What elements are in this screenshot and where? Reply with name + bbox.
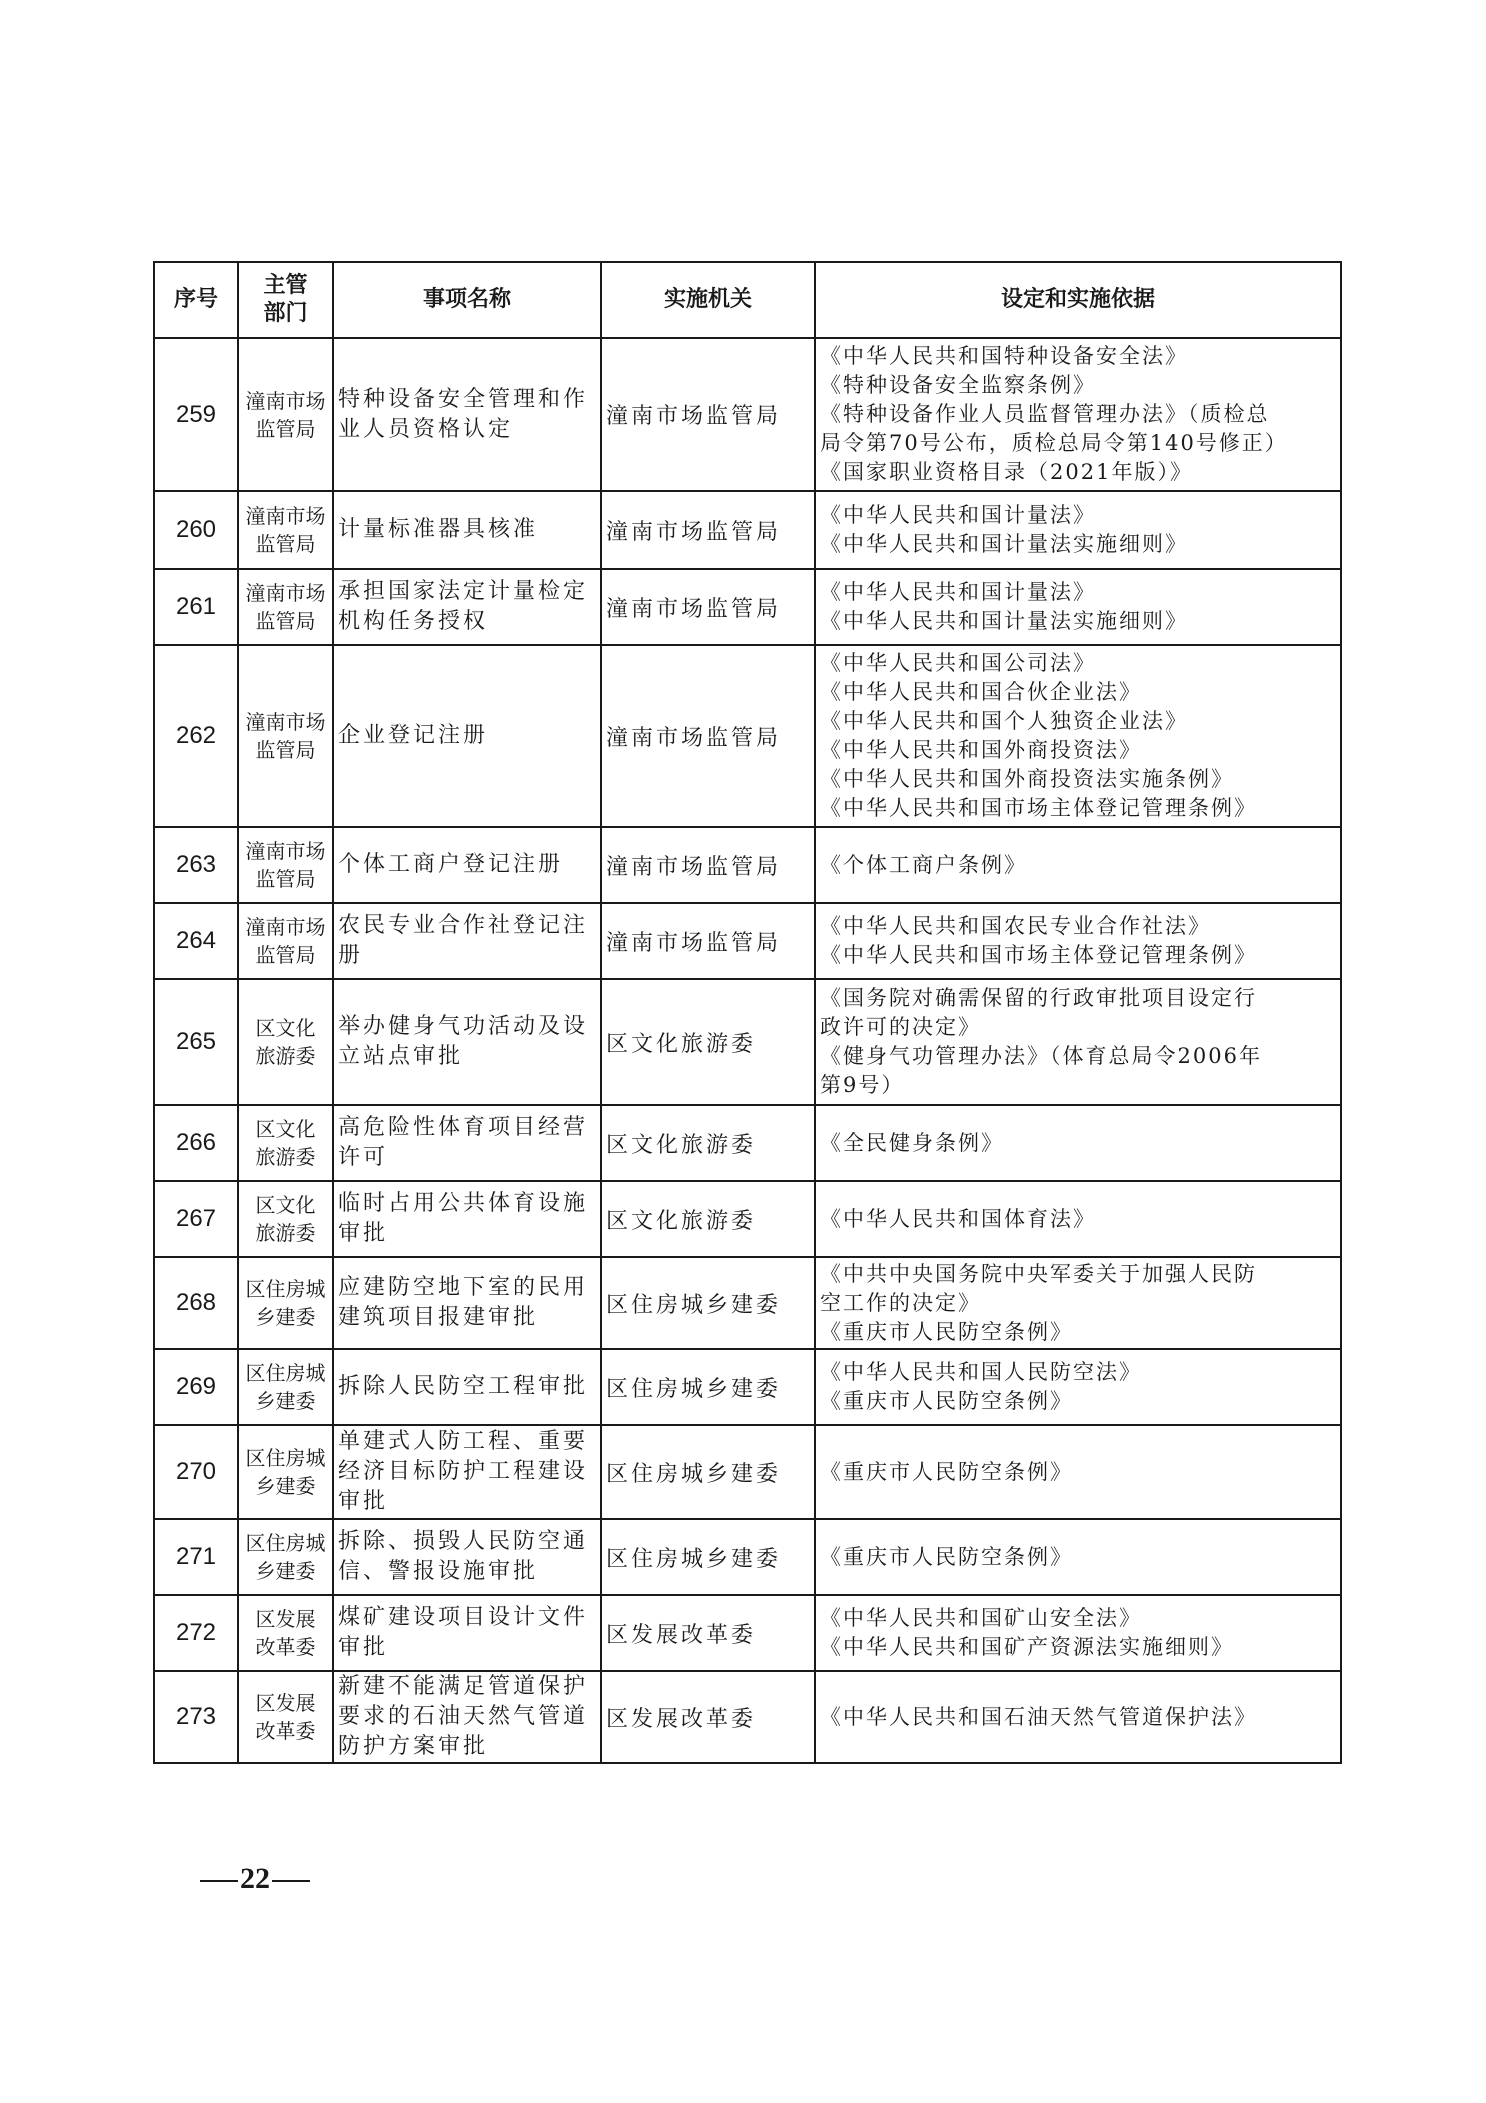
table-row xyxy=(154,1181,1341,1257)
table-row xyxy=(154,979,1341,1105)
legal-basis-line: 《国家职业资格目录（2021年版）》 xyxy=(820,460,1193,484)
implementing-agency-cell: 区住房城乡建委 xyxy=(601,1257,815,1349)
legal-basis-cell xyxy=(815,645,1341,827)
department-cell xyxy=(238,491,333,569)
table-row xyxy=(154,569,1341,645)
serial-number-cell: 272 xyxy=(154,1595,238,1671)
table-row xyxy=(154,1595,1341,1671)
serial-number-cell: 267 xyxy=(154,1181,238,1257)
serial-number-cell: 273 xyxy=(154,1671,238,1763)
table-body xyxy=(154,338,1341,1763)
header-department xyxy=(238,262,333,338)
header-department-line1: 主管 xyxy=(263,273,308,298)
legal-basis-line: 《中华人民共和国计量法实施细则》 xyxy=(820,609,1188,633)
serial-number-cell: 269 xyxy=(154,1349,238,1425)
department-cell xyxy=(238,1105,333,1181)
item-name-cell: 临时占用公共体育设施审批 xyxy=(333,1181,601,1257)
item-name-cell: 新建不能满足管道保护要求的石油天然气管道防护方案审批 xyxy=(333,1671,601,1763)
department-line: 区发展 xyxy=(255,1691,316,1715)
table-row xyxy=(154,491,1341,569)
department-line: 旅游委 xyxy=(255,1221,316,1245)
implementing-agency-cell: 区文化旅游委 xyxy=(601,979,815,1105)
department-cell xyxy=(238,569,333,645)
department-line: 区文化 xyxy=(255,1016,316,1040)
department-line: 旅游委 xyxy=(255,1145,316,1169)
serial-number-cell: 260 xyxy=(154,491,238,569)
legal-basis-line: 《中共中央国务院中央军委关于加强人民防 xyxy=(820,1261,1257,1286)
legal-basis-line: 《中华人民共和国体育法》 xyxy=(820,1206,1096,1231)
item-name-cell: 承担国家法定计量检定机构任务授权 xyxy=(333,569,601,645)
department-cell xyxy=(238,1595,333,1671)
table-row xyxy=(154,1671,1341,1763)
legal-basis-line: 《中华人民共和国矿产资源法实施细则》 xyxy=(820,1635,1234,1659)
item-name-cell: 高危险性体育项目经营许可 xyxy=(333,1105,601,1181)
table-row xyxy=(154,903,1341,979)
serial-number-cell: 266 xyxy=(154,1105,238,1181)
department-line: 改革委 xyxy=(255,1635,316,1659)
department-cell xyxy=(238,1181,333,1257)
implementing-agency-cell: 区住房城乡建委 xyxy=(601,1349,815,1425)
header-item-name: 事项名称 xyxy=(333,262,601,338)
serial-number-cell: 262 xyxy=(154,645,238,827)
legal-basis-line: 《中华人民共和国矿山安全法》 xyxy=(820,1606,1142,1630)
legal-basis-line: 《中华人民共和国个人独资企业法》 xyxy=(820,709,1188,733)
serial-number-cell: 271 xyxy=(154,1519,238,1595)
legal-basis-cell xyxy=(815,903,1341,979)
header-legal-basis: 设定和实施依据 xyxy=(815,262,1341,338)
implementing-agency-cell: 潼南市场监管局 xyxy=(601,645,815,827)
legal-basis-line: 《健身气功管理办法》（体育总局令2006年 xyxy=(820,1044,1262,1068)
serial-number-cell: 268 xyxy=(154,1257,238,1349)
legal-basis-line: 《特种设备作业人员监督管理办法》（质检总 xyxy=(820,402,1270,426)
department-line: 潼南市场 xyxy=(245,581,326,605)
department-line: 潼南市场 xyxy=(245,839,326,863)
legal-basis-line: 《中华人民共和国市场主体登记管理条例》 xyxy=(820,796,1257,820)
legal-basis-cell xyxy=(815,1595,1341,1671)
item-name-cell: 特种设备安全管理和作业人员资格认定 xyxy=(333,338,601,491)
implementing-agency-cell: 区文化旅游委 xyxy=(601,1181,815,1257)
department-cell xyxy=(238,827,333,903)
department-line: 潼南市场 xyxy=(245,388,326,413)
serial-number-cell: 264 xyxy=(154,903,238,979)
item-name-cell: 农民专业合作社登记注册 xyxy=(333,903,601,979)
page-number xyxy=(198,1862,312,1896)
department-cell xyxy=(238,1257,333,1349)
legal-basis-line: 《重庆市人民防空条例》 xyxy=(820,1459,1073,1484)
department-line: 监管局 xyxy=(255,738,316,762)
legal-basis-cell xyxy=(815,569,1341,645)
implementing-agency-cell: 区发展改革委 xyxy=(601,1595,815,1671)
department-cell xyxy=(238,1349,333,1425)
implementing-agency-cell: 潼南市场监管局 xyxy=(601,903,815,979)
department-cell xyxy=(238,1671,333,1763)
header-serial-no: 序号 xyxy=(154,262,238,338)
legal-basis-line: 《重庆市人民防空条例》 xyxy=(820,1544,1073,1569)
legal-basis-cell xyxy=(815,1257,1341,1349)
legal-basis-line: 《特种设备安全监察条例》 xyxy=(820,373,1096,397)
legal-basis-line: 《中华人民共和国特种设备安全法》 xyxy=(820,344,1188,368)
legal-basis-cell xyxy=(815,1105,1341,1181)
serial-number-cell: 263 xyxy=(154,827,238,903)
department-cell xyxy=(238,338,333,491)
header-department-line2: 部门 xyxy=(263,301,308,326)
legal-basis-line: 《中华人民共和国计量法》 xyxy=(820,503,1096,527)
table-row xyxy=(154,645,1341,827)
legal-basis-line: 《中华人民共和国计量法》 xyxy=(820,580,1096,604)
department-line: 改革委 xyxy=(255,1719,316,1743)
item-name-cell: 拆除、损毁人民防空通信、警报设施审批 xyxy=(333,1519,601,1595)
department-line: 潼南市场 xyxy=(245,710,326,734)
department-line: 区住房城 xyxy=(245,1277,326,1301)
header-implementing-agency: 实施机关 xyxy=(601,262,815,338)
department-line: 监管局 xyxy=(255,532,316,556)
legal-basis-line: 局令第70号公布，质检总局令第140号修正） xyxy=(820,431,1288,455)
legal-basis-line: 《重庆市人民防空条例》 xyxy=(820,1389,1073,1413)
legal-basis-line: 空工作的决定》 xyxy=(820,1290,981,1315)
legal-basis-cell xyxy=(815,1425,1341,1519)
legal-basis-line: 政许可的决定》 xyxy=(820,1015,981,1039)
legal-basis-line: 《中华人民共和国市场主体登记管理条例》 xyxy=(820,943,1257,967)
department-line: 区住房城 xyxy=(245,1361,326,1385)
department-line: 潼南市场 xyxy=(245,504,326,528)
table-row xyxy=(154,1349,1341,1425)
implementing-agency-cell: 潼南市场监管局 xyxy=(601,827,815,903)
item-name-cell: 应建防空地下室的民用建筑项目报建审批 xyxy=(333,1257,601,1349)
department-line: 乡建委 xyxy=(255,1474,316,1498)
legal-basis-line: 《个体工商户条例》 xyxy=(820,852,1027,877)
item-name-cell: 拆除人民防空工程审批 xyxy=(333,1349,601,1425)
department-line: 潼南市场 xyxy=(245,915,326,939)
department-cell xyxy=(238,645,333,827)
department-line: 监管局 xyxy=(255,416,316,441)
implementing-agency-cell: 区文化旅游委 xyxy=(601,1105,815,1181)
legal-basis-line: 《中华人民共和国计量法实施细则》 xyxy=(820,532,1188,556)
item-name-cell: 举办健身气功活动及设立站点审批 xyxy=(333,979,601,1105)
legal-basis-cell xyxy=(815,338,1341,491)
legal-basis-line: 《国务院对确需保留的行政审批项目设定行 xyxy=(820,986,1257,1010)
table-row xyxy=(154,1519,1341,1595)
department-line: 旅游委 xyxy=(255,1044,316,1068)
implementing-agency-cell: 潼南市场监管局 xyxy=(601,491,815,569)
implementing-agency-cell: 区住房城乡建委 xyxy=(601,1425,815,1519)
page-number-value: 22 xyxy=(240,1862,270,1895)
department-line: 监管局 xyxy=(255,867,316,891)
item-name-cell: 企业登记注册 xyxy=(333,645,601,827)
legal-basis-line: 《中华人民共和国合伙企业法》 xyxy=(820,680,1142,704)
serial-number-cell: 259 xyxy=(154,338,238,491)
table-row xyxy=(154,1105,1341,1181)
page-number-dash-left xyxy=(200,1880,238,1882)
department-line: 监管局 xyxy=(255,943,316,967)
table-header-row xyxy=(154,262,1341,338)
department-line: 监管局 xyxy=(255,609,316,633)
item-name-cell: 单建式人防工程、重要经济目标防护工程建设审批 xyxy=(333,1425,601,1519)
department-line: 区文化 xyxy=(255,1193,316,1217)
legal-basis-line: 《中华人民共和国外商投资法》 xyxy=(820,738,1142,762)
legal-basis-line: 《重庆市人民防空条例》 xyxy=(820,1319,1073,1344)
department-line: 区住房城 xyxy=(245,1531,326,1555)
legal-basis-line: 《中华人民共和国农民专业合作社法》 xyxy=(820,914,1211,938)
legal-basis-cell xyxy=(815,979,1341,1105)
implementing-agency-cell: 区发展改革委 xyxy=(601,1671,815,1763)
item-name-cell: 煤矿建设项目设计文件审批 xyxy=(333,1595,601,1671)
page-number-dash-right xyxy=(272,1880,310,1882)
legal-basis-line: 《中华人民共和国公司法》 xyxy=(820,651,1096,675)
implementing-agency-cell: 区住房城乡建委 xyxy=(601,1519,815,1595)
implementing-agency-cell: 潼南市场监管局 xyxy=(601,338,815,491)
item-name-cell: 计量标准器具核准 xyxy=(333,491,601,569)
department-cell xyxy=(238,903,333,979)
legal-basis-line: 《中华人民共和国外商投资法实施条例》 xyxy=(820,767,1234,791)
serial-number-cell: 261 xyxy=(154,569,238,645)
item-name-cell: 个体工商户登记注册 xyxy=(333,827,601,903)
table-row xyxy=(154,338,1341,491)
serial-number-cell: 265 xyxy=(154,979,238,1105)
approval-items-table xyxy=(153,261,1342,1764)
serial-number-cell: 270 xyxy=(154,1425,238,1519)
department-cell xyxy=(238,979,333,1105)
table-row xyxy=(154,1425,1341,1519)
legal-basis-cell xyxy=(815,1349,1341,1425)
legal-basis-line: 《中华人民共和国石油天然气管道保护法》 xyxy=(820,1704,1257,1729)
legal-basis-line: 《中华人民共和国人民防空法》 xyxy=(820,1360,1142,1384)
implementing-agency-cell: 潼南市场监管局 xyxy=(601,569,815,645)
department-line: 区发展 xyxy=(255,1607,316,1631)
department-line: 乡建委 xyxy=(255,1559,316,1583)
legal-basis-cell xyxy=(815,491,1341,569)
legal-basis-cell xyxy=(815,1671,1341,1763)
department-cell xyxy=(238,1519,333,1595)
table-row xyxy=(154,1257,1341,1349)
department-line: 乡建委 xyxy=(255,1389,316,1413)
department-line: 区住房城 xyxy=(245,1446,326,1470)
legal-basis-line: 《全民健身条例》 xyxy=(820,1130,1004,1155)
legal-basis-cell xyxy=(815,1519,1341,1595)
table-row xyxy=(154,827,1341,903)
department-line: 乡建委 xyxy=(255,1305,316,1329)
legal-basis-line: 第9号） xyxy=(820,1073,905,1097)
legal-basis-cell xyxy=(815,827,1341,903)
legal-basis-cell xyxy=(815,1181,1341,1257)
department-line: 区文化 xyxy=(255,1117,316,1141)
department-cell xyxy=(238,1425,333,1519)
